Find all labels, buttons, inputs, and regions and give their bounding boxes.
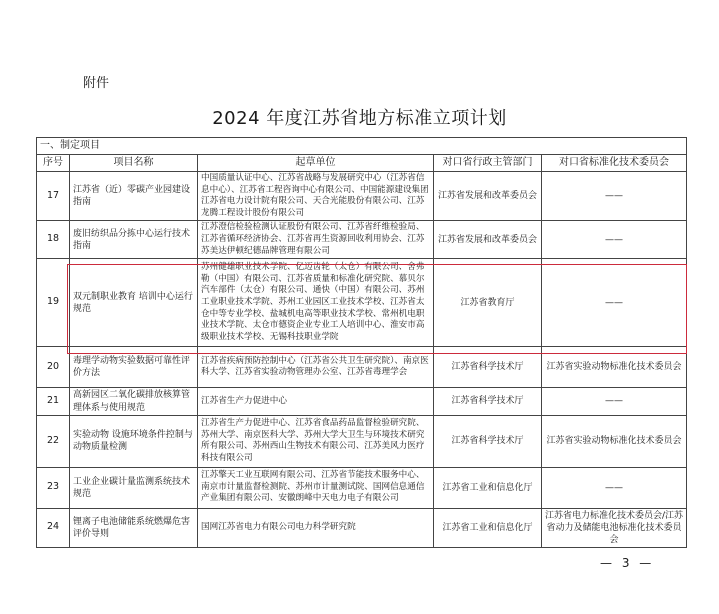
row-num: 24 — [37, 508, 70, 547]
row-comm: —— — [542, 467, 687, 508]
table-row-highlighted — [37, 259, 687, 347]
row-name: 锂离子电池储能系统燃爆危害评价导则 — [70, 508, 198, 547]
row-comm: —— — [542, 172, 687, 221]
section-label: 一、制定项目 — [37, 138, 687, 155]
row-comm: 江苏省电力标准化技术委员会/江苏省动力及储能电池标准化技术委员会 — [542, 508, 687, 547]
header-row — [37, 155, 687, 172]
row-name: 工业企业碳计量监测系统技术规范 — [70, 467, 198, 508]
table-row — [37, 221, 687, 259]
row-num: 23 — [37, 467, 70, 508]
row-dept: 江苏省科学技术厅 — [434, 388, 542, 415]
row-name: 双元制职业教育 培训中心运行规范 — [70, 259, 198, 347]
row-units: 苏州健雄职业技术学院、亿迈齿轮（太仓）有限公司、舍弗勒（中国）有限公司、江苏省质量和标准化研究院、慕贝尔汽车部件（太仓）有限公司、通快（中国）有限公司、苏州工业职业技术学院、苏州工业园区工业技术学校、江苏省太仓中等专业学校、盐城机电高等职业技术学校、常州机电职业技术学院、太仓市德资企业专业工人培训中心、淮安市高级职业技术学校、无锡科技职业学院 — [198, 259, 434, 347]
row-name: 毒理学动物实验数据可靠性评价方法 — [70, 347, 198, 388]
document-title: 2024 年度江苏省地方标准立项计划 — [212, 108, 507, 129]
row-units: 江苏省生产力促进中心、江苏省食品药品监督检验研究院、苏州大学、南京医科大学、苏州大学大卫生与环境技术研究所有限公司、苏州西山生物技术有限公司、江苏美风力医疗科技有限公司 — [198, 415, 434, 467]
section-row — [37, 138, 687, 155]
header-committee: 对口省标准化技术委员会 — [542, 155, 687, 172]
page-number: — 3 — — [600, 556, 655, 570]
table-row — [37, 415, 687, 467]
table-row — [37, 508, 687, 547]
table-row — [37, 388, 687, 415]
header-project-name: 项目名称 — [70, 155, 198, 172]
row-name: 废旧纺织品分拣中心运行技术指南 — [70, 221, 198, 259]
row-dept: 江苏省工业和信息化厅 — [434, 508, 542, 547]
row-comm: —— — [542, 221, 687, 259]
row-dept: 江苏省科学技术厅 — [434, 415, 542, 467]
row-num: 19 — [37, 259, 70, 347]
row-dept: 江苏省发展和改革委员会 — [434, 221, 542, 259]
row-comm: 江苏省实验动物标准化技术委员会 — [542, 415, 687, 467]
table-row — [37, 467, 687, 508]
row-num: 17 — [37, 172, 70, 221]
row-units: 江苏省生产力促进中心 — [198, 388, 434, 415]
row-dept: 江苏省发展和改革委员会 — [434, 172, 542, 221]
row-num: 21 — [37, 388, 70, 415]
header-serial: 序号 — [37, 155, 70, 172]
attachment-label: 附件 — [83, 76, 110, 91]
header-drafting-units: 起草单位 — [198, 155, 434, 172]
row-name: 高新园区二氧化碳排放核算管理体系与使用规范 — [70, 388, 198, 415]
row-dept: 江苏省科学技术厅 — [434, 347, 542, 388]
project-plan-table — [36, 137, 687, 548]
row-comm: 江苏省实验动物标准化技术委员会 — [542, 347, 687, 388]
row-units: 中国质量认证中心、江苏省战略与发展研究中心（江苏省信息中心）、江苏省工程咨询中心有限公司、中国能源建设集团江苏省电力设计院有限公司、天合光能股份有限公司、江苏龙腾工程设计股份有限公司 — [198, 172, 434, 221]
row-units: 江苏澄信检验检测认证股份有限公司、江苏省纤维检验局、江苏省循环经济协会、江苏省再生资源回收利用协会、江苏苏美达伊顿纪德品牌管理有限公司 — [198, 221, 434, 259]
row-units: 江苏擎天工业互联网有限公司、江苏省节能技术服务中心、南京市计量监督检测院、苏州市计量测试院、国网信息通信产业集团有限公司、安徽朗峰中天电力电子有限公司 — [198, 467, 434, 508]
row-num: 22 — [37, 415, 70, 467]
table-row — [37, 172, 687, 221]
row-dept: 江苏省教育厅 — [434, 259, 542, 347]
row-num: 20 — [37, 347, 70, 388]
row-num: 18 — [37, 221, 70, 259]
row-units: 国网江苏省电力有限公司电力科学研究院 — [198, 508, 434, 547]
table-row — [37, 347, 687, 388]
header-department: 对口省行政主管部门 — [434, 155, 542, 172]
row-name: 实验动物 设施环境条件控制与动物质量检测 — [70, 415, 198, 467]
row-name: 江苏省（近）零碳产业园建设指南 — [70, 172, 198, 221]
row-units: 江苏省疾病预防控制中心（江苏省公共卫生研究院）、南京医科大学、江苏省实验动物管理办公室、江苏省毒理学会 — [198, 347, 434, 388]
row-comm: —— — [542, 259, 687, 347]
row-comm: —— — [542, 388, 687, 415]
row-dept: 江苏省工业和信息化厅 — [434, 467, 542, 508]
